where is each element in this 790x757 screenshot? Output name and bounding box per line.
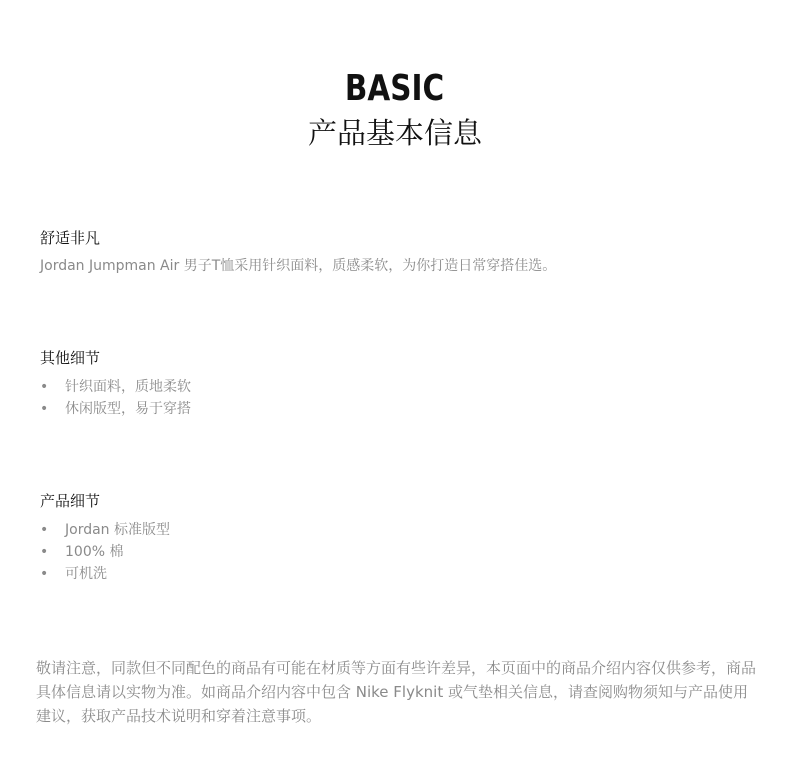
section-comfort [40,228,760,276]
bullet-list [40,376,760,420]
list-item-text: 可机洗 [65,566,107,582]
notice-text: 敬请注意，同款但不同配色的商品有可能在材质等方面有些许差异，本页面中的商品介绍内容仅供参考，商品具体信息请以实物为准。如商品介绍内容中包含 Nike Flyknit 或气垫相关信息，请查阅购物须知与产品使用建议，获取产品技术说明和穿着注意事项。 [36,659,757,725]
list-item [40,563,760,585]
section-product-details [40,491,760,585]
section-heading: 舒适非凡 [40,229,101,247]
section-description: Jordan Jumpman Air 男子T恤采用针织面料，质感柔软，为你打造日常穿搭佳选。 [40,258,557,274]
page-subtitle: 产品基本信息 [307,116,482,150]
page-title: BASIC [345,68,445,109]
page-header [0,68,790,150]
bullet-icon: • [40,566,49,582]
bullet-icon: • [40,401,49,417]
section-other-details [40,348,760,420]
list-item-text: 针织面料，质地柔软 [65,379,191,395]
bullet-icon: • [40,544,49,560]
bullet-icon: • [40,379,49,395]
bullet-list [40,519,760,585]
section-heading: 产品细节 [40,492,101,510]
list-item-text: 休闲版型，易于穿搭 [65,401,191,417]
list-item-text: 100% 棉 [65,544,124,560]
section-heading: 其他细节 [40,349,101,367]
list-item-text: Jordan 标准版型 [65,522,170,538]
list-item [40,398,760,420]
bullet-icon: • [40,522,49,538]
list-item [40,519,760,541]
list-item [40,541,760,563]
list-item [40,376,760,398]
